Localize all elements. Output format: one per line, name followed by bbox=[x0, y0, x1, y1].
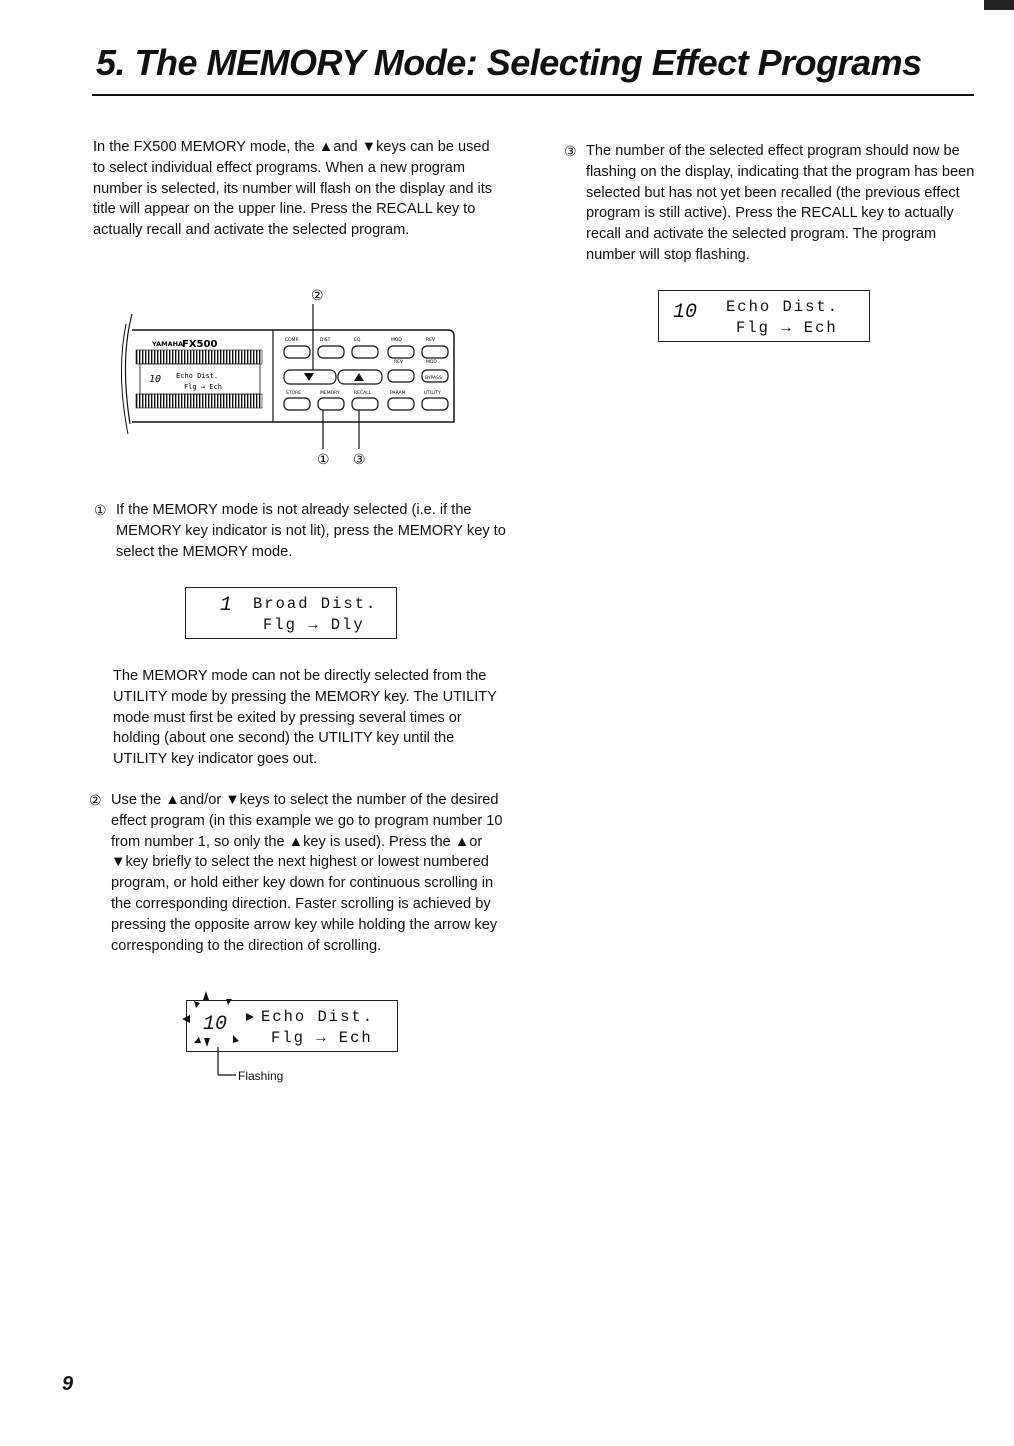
label-comp: COMP bbox=[285, 338, 299, 343]
label-eq: EQ bbox=[354, 338, 361, 343]
display-broad-number: 1 bbox=[220, 594, 233, 617]
display-recalled bbox=[658, 290, 870, 342]
label-rev-2: REV bbox=[394, 360, 404, 365]
step-3 bbox=[564, 141, 978, 266]
label-mod: MOD bbox=[391, 338, 402, 343]
label-bypass: BYPASS bbox=[425, 376, 442, 381]
utility-note: The MEMORY mode can not be directly selected from the UTILITY mode by pressing the MEMORY key. The UTILITY mode must first be exited by pressing several times or holding (about one second) the UTILITY key until the UTILITY key indicator goes out. bbox=[113, 668, 497, 768]
display-recalled-line2: Flg → Ech bbox=[736, 319, 838, 337]
label-store: STORE bbox=[286, 391, 302, 396]
intro-paragraph: In the FX500 MEMORY mode, the ▲and ▼keys can be used to select individual effect programs. When a new program number is selected, its number will flash on the display and its title will appear on the upper line. Press the RECALL key to actually recall and activate the selected program. bbox=[93, 139, 493, 239]
step-1-text: If the MEMORY mode is not already selected (i.e. if the MEMORY key indicator is not lit), press the MEMORY key to select the MEMORY mode. bbox=[116, 502, 506, 560]
label-param: PARAM bbox=[390, 391, 406, 396]
label-recall: RECALL bbox=[354, 391, 372, 396]
display-recalled-line1: Echo Dist. bbox=[726, 298, 840, 316]
display-flashing-number: 10 bbox=[203, 1013, 228, 1036]
title-rule bbox=[92, 94, 974, 96]
step-2-marker: ② bbox=[89, 792, 102, 808]
display-broad-line2: Flg → Dly bbox=[263, 616, 365, 634]
page-number: 9 bbox=[62, 1373, 74, 1395]
model-label: FX500 bbox=[182, 339, 218, 350]
step-1-marker: ① bbox=[94, 502, 107, 518]
label-dist: DIST bbox=[320, 338, 331, 343]
callout-1: ① bbox=[317, 452, 330, 468]
label-utility: UTILITY bbox=[424, 391, 441, 396]
step-3-text: The number of the selected effect program should now be flashing on the display, indicating that the program has been selected but has not yet been recalled (the previous effect program is still active). Press the RECALL key to actually recall and activate the selected program. The program number will stop flashing. bbox=[586, 143, 975, 263]
display-flashing-group bbox=[178, 985, 403, 1085]
display-flashing-line1: Echo Dist. bbox=[261, 1008, 375, 1026]
display-broad-dist bbox=[185, 587, 397, 639]
label-memory: MEMORY bbox=[320, 391, 340, 396]
callout-2: ② bbox=[311, 288, 324, 304]
panel-display-number: 10 bbox=[149, 374, 162, 385]
display-recalled-number: 10 bbox=[673, 301, 698, 324]
display-flashing-line2: Flg → Ech bbox=[271, 1029, 373, 1047]
step-3-marker: ③ bbox=[564, 143, 577, 159]
step-1 bbox=[94, 500, 508, 562]
panel-display-line2: Flg → Ech bbox=[184, 383, 222, 391]
panel-drawing bbox=[118, 284, 463, 469]
fx500-panel-illustration bbox=[118, 284, 463, 469]
display-broad-line1: Broad Dist. bbox=[253, 595, 378, 613]
panel-display-line1: Echo Dist. bbox=[176, 372, 219, 380]
step-2-text: Use the ▲and/or ▼keys to select the number of the desired effect program (in this example we go to program number 10 from number 1, so only the ▲key is used). Press the ▲or ▼key briefly to select the next highest or lowest numbered program, or hold either key down for continuous scrolling in the corresponding direction. Faster scrolling is achieved by pressing the opposite arrow key while holding the arrow key corresponding to the direction of scrolling. bbox=[111, 792, 503, 954]
label-rev: REV bbox=[426, 338, 436, 343]
flashing-label: Flashing bbox=[238, 1069, 284, 1083]
step-2 bbox=[89, 790, 503, 956]
corner-mark bbox=[984, 0, 1014, 10]
callout-3: ③ bbox=[353, 452, 366, 468]
brand-label: YAMAHA bbox=[152, 340, 184, 348]
page-title: 5. The MEMORY Mode: Selecting Effect Programs bbox=[96, 42, 922, 83]
label-mod-2: MOD bbox=[426, 360, 437, 365]
